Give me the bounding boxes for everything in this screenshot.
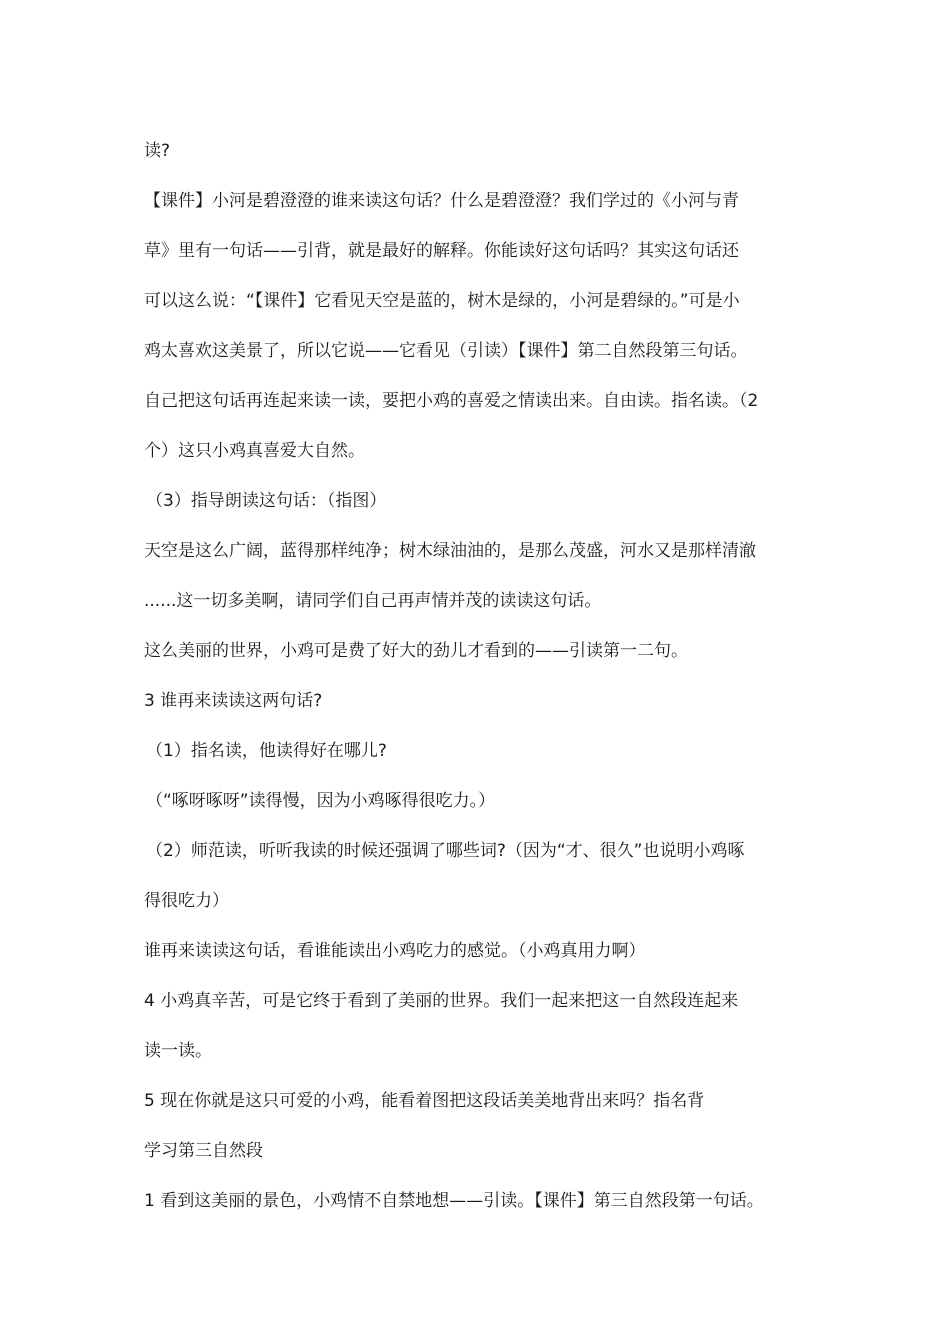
text-line: 读一读。 bbox=[144, 1041, 212, 1061]
text-line: （“啄呀啄呀”读得慢，因为小鸡啄得很吃力。） bbox=[146, 791, 496, 811]
text-line: 3 谁再来读读这两句话? bbox=[144, 691, 323, 711]
text-line: 得很吃力） bbox=[144, 891, 229, 911]
text-line: 鸡太喜欢这美景了，所以它说——它看见（引读）【课件】第二自然段第三句话。 bbox=[144, 341, 748, 361]
text-line: （3）指导朗读这句话：（指图） bbox=[146, 491, 387, 511]
text-line: 个）这只小鸡真喜爱大自然。 bbox=[144, 441, 365, 461]
text-line: （2）师范读，听听我读的时候还强调了哪些词?（因为“才、很久”也说明小鸡啄 bbox=[146, 841, 745, 861]
text-line: 可以这么说：“【课件】它看见天空是蓝的，树木是绿的，小河是碧绿的。”可是小 bbox=[144, 291, 740, 311]
text-line: 自己把这句话再连起来读一读，要把小鸡的喜爱之情读出来。自由读。指名读。（2 bbox=[144, 391, 759, 411]
text-line: 学习第三自然段 bbox=[144, 1141, 263, 1161]
text-line: 谁再来读读这句话，看谁能读出小鸡吃力的感觉。（小鸡真用力啊） bbox=[144, 941, 646, 961]
text-line: 读? bbox=[144, 141, 171, 161]
text-line: 天空是这么广阔，蓝得那样纯净；树木绿油油的，是那么茂盛，河水又是那样清澈 bbox=[144, 541, 756, 561]
text-line: 【课件】小河是碧澄澄的谁来读这句话？什么是碧澄澄？我们学过的《小河与青 bbox=[144, 191, 739, 211]
text-line: （1）指名读，他读得好在哪儿? bbox=[146, 741, 387, 761]
text-line: ......这一切多美啊，请同学们自己再声情并茂的读读这句话。 bbox=[144, 591, 602, 611]
text-line: 草》里有一句话——引背，就是最好的解释。你能读好这句话吗？其实这句话还 bbox=[144, 241, 739, 261]
text-line: 这么美丽的世界，小鸡可是费了好大的劲儿才看到的——引读第一二句。 bbox=[144, 641, 688, 661]
text-line: 1 看到这美丽的景色，小鸡情不自禁地想——引读。【课件】第三自然段第一句话。 bbox=[144, 1191, 764, 1211]
text-line: 4 小鸡真辛苦，可是它终于看到了美丽的世界。我们一起来把这一自然段连起来 bbox=[144, 991, 739, 1011]
text-line: 5 现在你就是这只可爱的小鸡，能看着图把这段话美美地背出来吗？指名背 bbox=[144, 1091, 705, 1111]
